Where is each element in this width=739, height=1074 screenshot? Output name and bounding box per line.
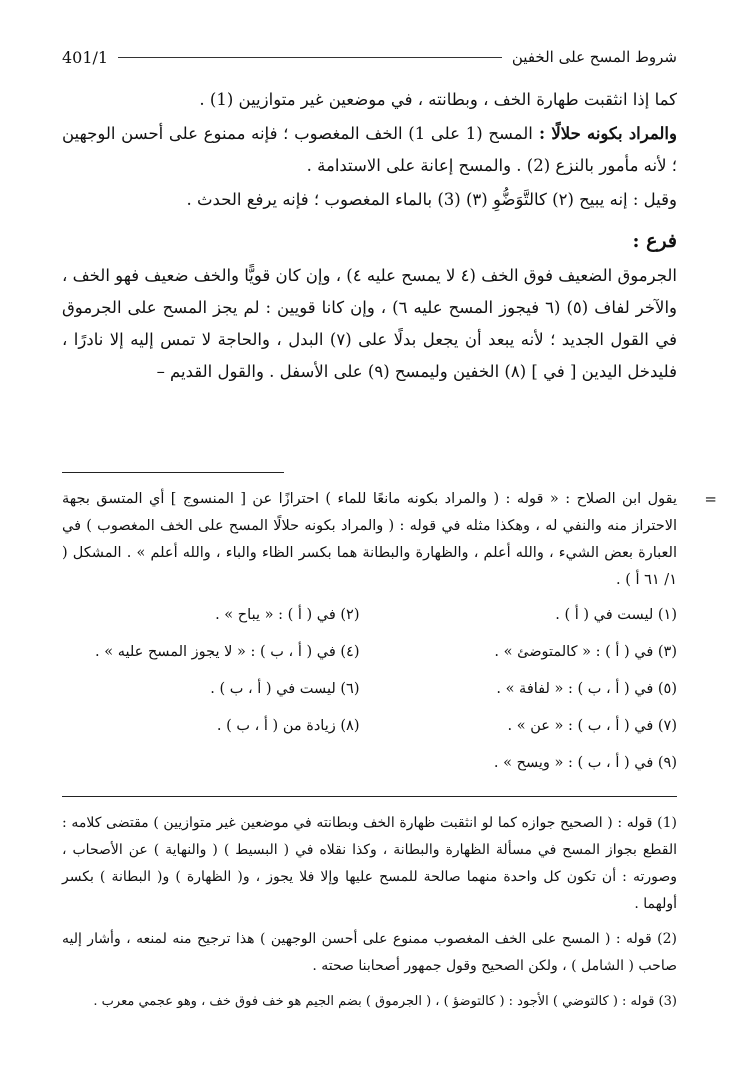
running-title: شروط المسح على الخفين bbox=[511, 48, 677, 66]
editor-footnotes bbox=[62, 486, 717, 776]
paragraph-1: كما إذا انثقبت طهارة الخف ، وبطانته ، في موضعين غير متوازيين (1) . bbox=[199, 90, 677, 109]
section-heading: فرع : bbox=[632, 230, 677, 252]
variant-note: (٤) في ( أ ، ب ) : « لا يجوز المسح عليه » . bbox=[95, 644, 360, 660]
paragraph-2-lead: والمراد بكونه حلالًا : bbox=[532, 124, 677, 143]
variant-note: (٧) في ( أ ، ب ) : « عن » . bbox=[507, 718, 677, 734]
variant-note: (٩) في ( أ ، ب ) : « ويسح » . bbox=[493, 755, 677, 771]
header-rule bbox=[118, 57, 502, 58]
paragraph-3: وقيل : إنه يبيح (٢) كالتَّوَضُّوِ (٣) (3) بالماء المغصوب ؛ فإنه يرفع الحدث . bbox=[186, 190, 677, 209]
variant-note: (٥) في ( أ ، ب ) : « لفافة » . bbox=[496, 681, 677, 697]
footnote-intro: يقول ابن الصلاح : « قوله : ( والمراد بكونه مانعًا للماء ) احترازًا عن [ المنسوج ] أي المتسق بجهة الاحتراز منه والنفي له ، وهكذا مثله في قوله : ( والمراد بكونه حلالًا المسح على الخف المغصوب ) في العبارة بعض الشيء ، والله أعلم ، والظهارة والبطانة هما بكسر الظاء والباء ، والله أعلم » . المشكل ( ١/ ٦١ أ ) . bbox=[62, 491, 677, 588]
main-text bbox=[62, 84, 677, 388]
variant-note: (٢) في ( أ ) : « يباح » . bbox=[215, 607, 360, 623]
commentary-note-2: (2) قوله : ( المسح على الخف المغصوب ممنوع على أحسن الوجهين ) هذا ترجيح منه لمنعه ، وأشار إليه صاحب ( الشامل ) ، ولكن الصحيح وقول جمهور أصحابنا صحته . bbox=[62, 931, 677, 974]
commentary-notes bbox=[62, 810, 677, 1023]
paragraph-2 bbox=[62, 118, 677, 182]
variant-note: (٣) في ( أ ) : « كالمتوضئ » . bbox=[494, 644, 677, 660]
page-number: 401/1 bbox=[62, 47, 109, 67]
commentary-note-3: (3) قوله : ( كالتوضي ) الأجود : ( كالتوضؤ ) ، ( الجرموق ) بضم الجيم هو خف فوق خف ، وهو عجمي معرب . bbox=[93, 994, 677, 1009]
variant-notes bbox=[62, 602, 677, 776]
variant-note: (٦) ليست في ( أ ، ب ) . bbox=[210, 681, 360, 697]
commentary-separator bbox=[62, 796, 677, 797]
paragraph-2-text: المسح (1 على 1) الخف المغصوب ؛ فإنه ممنوع على أحسن الوجهين ؛ لأنه مأمور بالنزع (2) . والمسح إعانة على الاستدامة . bbox=[62, 124, 677, 175]
commentary-note-1: (1) قوله : ( الصحيح جوازه كما لو انثقبت ظهارة الخف وبطانته في موضعين غير متوازيين ) مقتضى كلامه : القطع بجواز المسح في مسألة الظهارة والبطانة ، وكذا نقلاه في ( البسيط ) ( والنهاية ) عن الأصحاب ، وصورته : أن تكون كل واحدة منهما صالحة للمسح عليها وإلا فلا يجوز ، و( الظهارة ) و( البطانة ) بكسر أولهما . bbox=[62, 815, 677, 912]
footnote-separator bbox=[62, 472, 284, 473]
variant-note: (٨) زيادة من ( أ ، ب ) . bbox=[216, 718, 360, 734]
running-header bbox=[62, 44, 677, 70]
variant-note: (١) ليست في ( أ ) . bbox=[555, 607, 677, 623]
paragraph-4: الجرموق الضعيف فوق الخف (٤ لا يمسح عليه ٤) ، وإن كان قويًّا والخف ضعيف فهو الخف ، والآخر لفاف (٥) (٦ فيجوز المسح عليه ٦) ، وإن كانا قويين : لم يجز المسح على الجرموق في القول الجديد ؛ لأنه يبعد أن يجعل بدلًا على (٧) البدل ، والحاجة لا تمس إليه إلا نادرًا ، فليدخل اليدين [ في ] (٨) الخفين وليمسح (٩) على الأسفل . والقول القديم – bbox=[62, 266, 678, 381]
continuation-mark: = bbox=[704, 490, 717, 508]
